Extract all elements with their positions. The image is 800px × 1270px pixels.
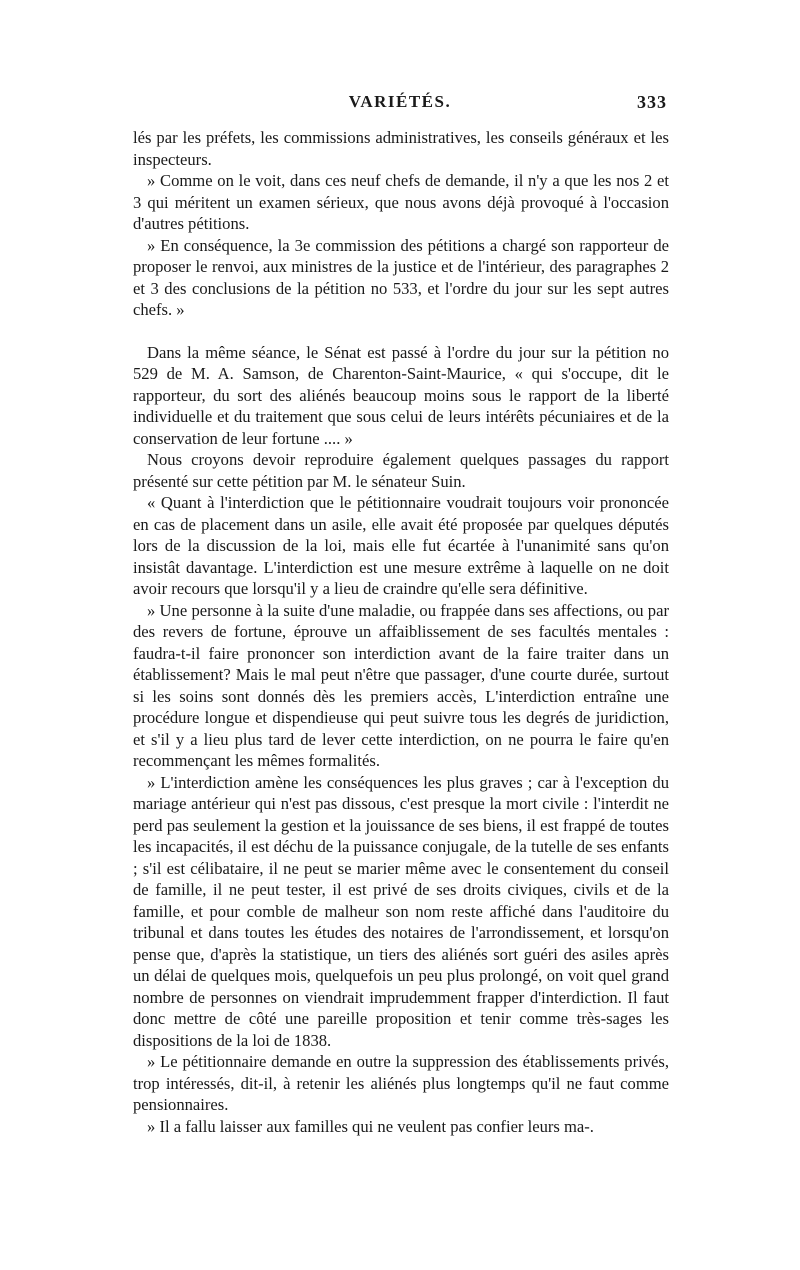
paragraph: » L'interdiction amène les conséquences les plus graves ; car à l'exception du mariage antérieur qui n'est pas dissous, c'est presque la mort civile : l'interdit ne perd pas seulement la gestion et la jouissance de ses biens, il est frappé de toutes les incapacités, il est déchu de la puissance conjugale, de la tutelle de ses enfants ; s'il est célibataire, il ne peut se marier même avec le consentement du conseil de famille, il ne peut tester, il est privé de ses droits civiques, civils et de la famille, et pour comble de malheur son nom reste affiché dans l'auditoire du tribunal et dans toutes les études des notaires de l'arrondissement, et lorsqu'on pense que, d'après la statistique, un tiers des aliénés sort guéri des asiles après un délai de quelques mois, quelquefois un peu plus prolongé, on voit quel grand nombre de personnes on viendrait imprudemment frapper d'interdiction. Il faut donc mettre de côté une pareille proposition et tenir comme très-sages les dispositions de la loi de 1838. (133, 772, 669, 1050)
paragraph: » Il a fallu laisser aux familles qui ne veulent pas confier leurs ma-. (147, 1116, 594, 1136)
paragraph: Dans la même séance, le Sénat est passé à l'ordre du jour sur la pétition no 529 de M. A. Samson, de Charenton-Saint-Maurice, « qui s'occupe, dit le rapporteur, du sort des aliénés beaucoup moins sous le rapport de la liberté individuelle et du traitement que sous celui de leurs intérêts pécuniaires et de la conservation de leur fortune .... » (133, 342, 669, 448)
paragraph: » Une personne à la suite d'une maladie, ou frappée dans ses affections, ou par des revers de fortune, éprouve un affaiblissement de ses facultés mentales : faudra-t-il faire prononcer son interdiction avant de la faire traiter dans un établissement? Mais le mal peut n'être que passager, d'une courte durée, surtout si les soins sont donnés dès les premiers accès, L'interdiction entraîne une procédure longue et dispendieuse qui peut suivre tous les degrés de juridiction, et s'il y a lieu plus tard de lever cette interdiction, on ne pourra le faire qu'en recommençant les mêmes formalités. (133, 600, 669, 770)
page-body (133, 127, 669, 1137)
paragraph: » Le pétitionnaire demande en outre la suppression des établissements privés, trop intéressés, dit-il, à retenir les aliénés plus longtemps qu'il ne faut comme pensionnaires. (133, 1052, 669, 1114)
section-gap (133, 321, 669, 342)
paragraph: lés par les préfets, les commissions administratives, les conseils généraux et les inspecteurs. (133, 128, 669, 169)
running-head (133, 92, 667, 116)
paragraph: » Comme on le voit, dans ces neuf chefs de demande, il n'y a que les nos 2 et 3 qui méritent un examen sérieux, que nous avons déjà provoqué à l'occasion d'autres pétitions. (133, 171, 669, 233)
running-head-title: VARIÉTÉS. (348, 92, 452, 111)
paragraph: » En conséquence, la 3e commission des pétitions a chargé son rapporteur de proposer le renvoi, aux ministres de la justice et de l'intérieur, des paragraphes 2 et 3 des conclusions de la pétition no 533, et l'ordre du jour sur les sept autres chefs. » (133, 235, 669, 319)
paragraph: « Quant à l'interdiction que le pétitionnaire voudrait toujours voir prononcée en cas de placement dans un asile, elle avait été proposée par quelques députés lors de la discussion de la loi, mais elle fut écartée à l'unanimité sans qu'on insistât davantage. L'interdiction est une mesure extrême à laquelle on ne doit avoir recours que lorsqu'il y a lieu de craindre qu'elle sera définitive. (133, 493, 669, 598)
paragraph: Nous croyons devoir reproduire également quelques passages du rapport présenté sur cette pétition par M. le sénateur Suin. (133, 450, 669, 491)
page-number: 333 (637, 92, 667, 112)
